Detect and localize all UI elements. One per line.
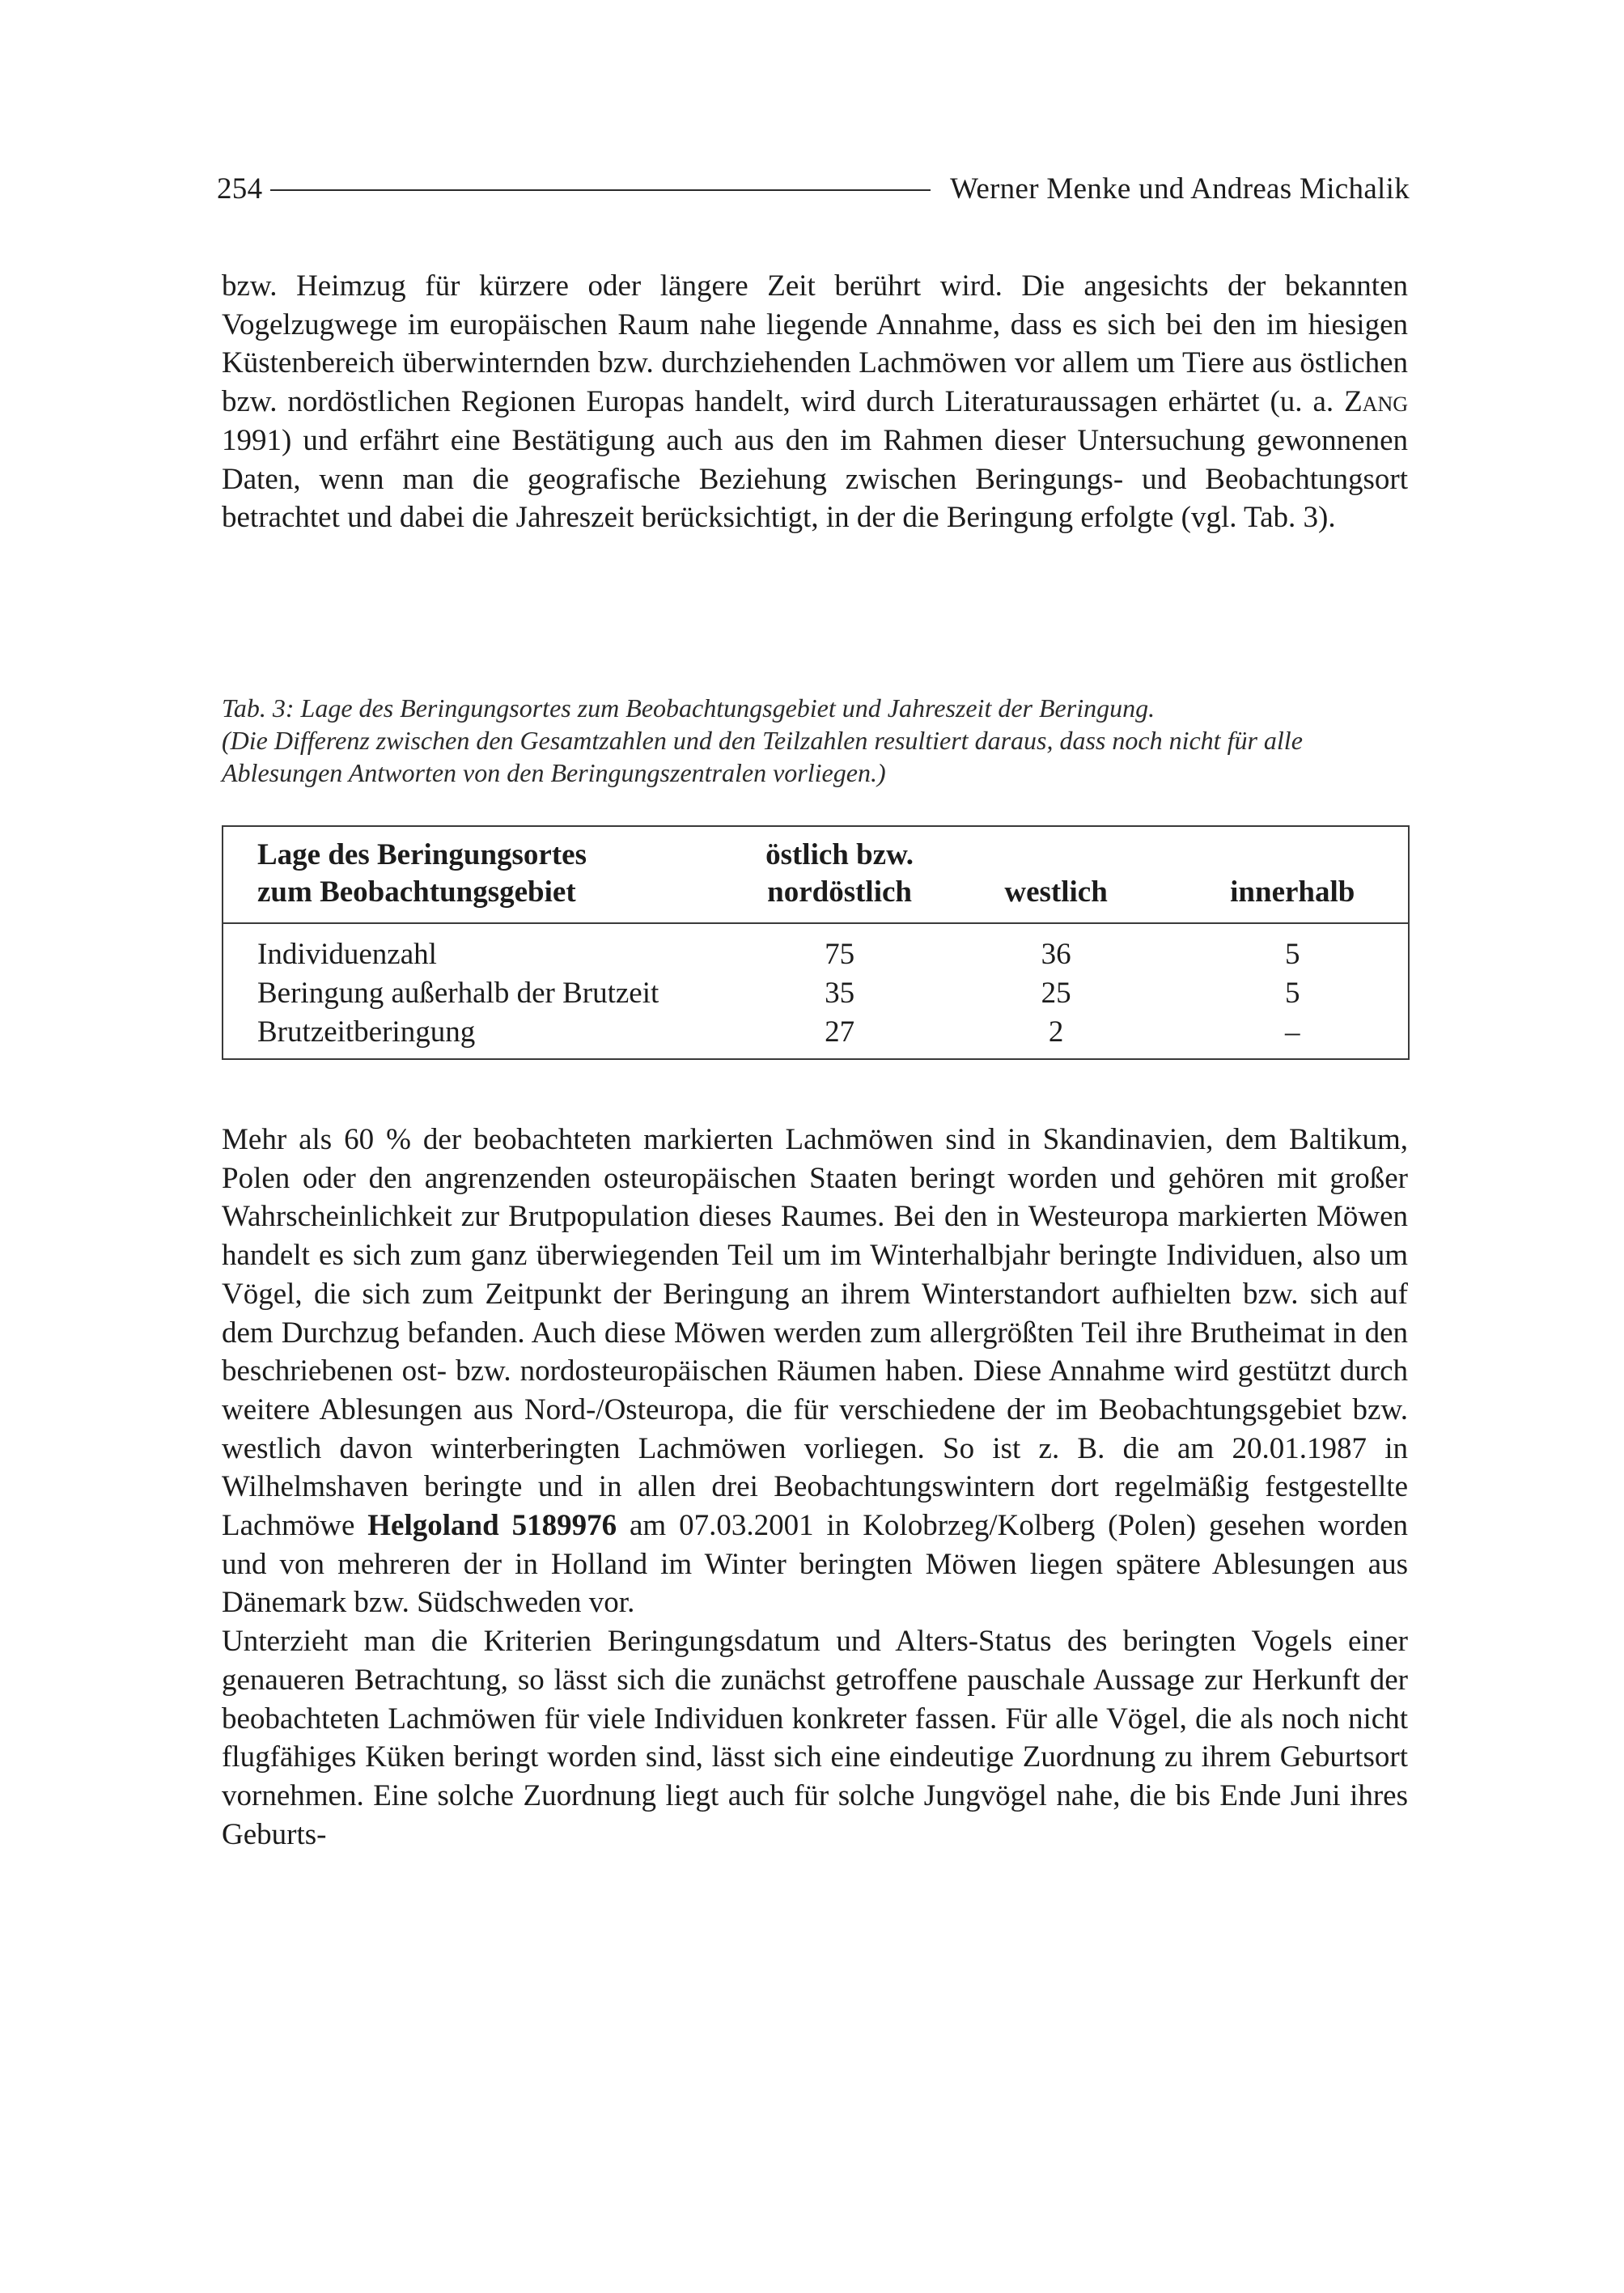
- running-head-authors: Werner Menke und Andreas Michalik: [950, 172, 1410, 206]
- cell-east: 35: [825, 977, 855, 1010]
- header-inside: innerhalb: [1177, 827, 1408, 923]
- paragraph-intro-text: bzw. Heimzug für kürzere oder längere Zeit berührt wird. Die angesichts der bekannten Vogelzugwege im europäischen Raum nahe liegende Annahme, dass es sich bei den im hiesigen Küstenbereich überwinternden bzw. durchziehenden Lachmöwen vor allem um Tiere aus östlichen bzw. nordöstlichen Regionen Europas handelt, wird durch Literaturaussagen erhärtet (u. a. Zang 1991) und erfährt eine Bestätigung auch aus den im Rahmen dieser Untersuchung gewonnenen Daten, wenn man die geografische Beziehung zwischen Beringungs- und Beobachtungsort betrachtet und dabei die Jahreszeit berücksichtigt, in der die Beringung erfolgte (vgl. Tab. 3).: [222, 269, 1408, 535]
- paragraph-intro: [222, 267, 1408, 537]
- row-label: Brutzeitberingung: [257, 1015, 476, 1049]
- caption-title: Tab. 3: Lage des Beringungsortes zum Beobachtungsgebiet und Jahreszeit der Beringung.: [222, 693, 1155, 723]
- row-label: Individuenzahl: [257, 938, 437, 971]
- cell-west: 2: [1048, 1015, 1064, 1049]
- table-caption: [222, 692, 1408, 789]
- cell-east: 27: [825, 1015, 855, 1049]
- header-east: östlich bzw. nordöstlich: [744, 827, 935, 923]
- table-row: [223, 974, 1408, 1013]
- paragraph-main-text: Mehr als 60 % der beobachteten markierten Lachmöwen sind in Skandinavien, dem Baltikum, Polen oder den angrenzenden osteuropäischen Staaten beringt worden und gehören mit großer Wahrscheinlichkeit zur Brutpopulation dieses Raumes. Bei den in Westeuropa markierten Möwen handelt es sich zum ganz überwiegenden Teil um im Winterhalbjahr beringte Individuen, also um Vögel, die sich zum Zeitpunkt der Beringung an ihrem Winterstandort aufhielten bzw. sich auf dem Durchzug befanden. Auch diese Möwen werden zum allergrößten Teil ihre Brutheimat in den beschriebenen ost- bzw. nordosteuropäischen Räumen haben. Diese Annahme wird gestützt durch weitere Ablesungen aus Nord-/Osteuropa, die für verschiedene der im Beobachtungsgebiet bzw. westlich davon winterberingten Lachmöwen vorliegen. So ist z. B. die am 20.01.1987 in Wilhelmshaven beringte und in allen drei Beobachtungswintern dort regelmäßig festgestellte Lachmöwe Helgoland 5189976 am 07.03.2001 in Kolobrzeg/Kolberg (Polen) gesehen worden und von mehreren der in Holland im Winter beringten Möwen liegen spätere Ablesungen aus Dänemark bzw. Südschweden vor.: [222, 1123, 1408, 1620]
- ring-number: Helgoland 5189976: [367, 1509, 617, 1543]
- paragraph-criteria-text: Unterzieht man die Kriterien Beringungsdatum und Alters-Status des beringten Vogels einer genaueren Betrachtung, so lässt sich die zunächst getroffene pauschale Aussage zur Herkunft der beobachteten Lachmöwen für viele Individuen konkreter fassen. Für alle Vögel, die als noch nicht flugfähiges Küken beringt worden sind, lässt sich eine eindeutige Zuordnung zu ihrem Geburtsort vornehmen. Eine solche Zuordnung liegt auch für solche Jungvögel nahe, die bis Ende Juni ihres Geburts-: [222, 1625, 1408, 1851]
- table-row: [223, 923, 1408, 974]
- cell-east: 75: [825, 938, 855, 971]
- citation-author: Zang: [1344, 385, 1408, 419]
- cell-inside: 5: [1285, 977, 1300, 1010]
- data-table: [222, 825, 1410, 1060]
- table-header-row: [223, 827, 1408, 923]
- cell-west: 36: [1041, 938, 1071, 971]
- header-rule: [270, 189, 931, 191]
- page-number: 254: [217, 172, 263, 206]
- caption-note: (Die Differenz zwischen den Gesamtzahlen und den Teilzahlen resultiert daraus, dass noch nicht für alle Ablesungen Antworten von den Beringungszentralen vorliegen.): [222, 726, 1303, 787]
- table-row: [223, 1013, 1408, 1052]
- header-west: westlich: [935, 827, 1177, 923]
- header-location: Lage des Beringungsortes zum Beobachtungsgebiet: [223, 827, 744, 923]
- row-label: Beringung außerhalb der Brutzeit: [257, 977, 659, 1010]
- running-head: [217, 166, 1410, 211]
- cell-inside: –: [1285, 1015, 1300, 1049]
- paragraph-main: [222, 1121, 1408, 1854]
- cell-inside: 5: [1285, 938, 1300, 971]
- cell-west: 25: [1041, 977, 1071, 1010]
